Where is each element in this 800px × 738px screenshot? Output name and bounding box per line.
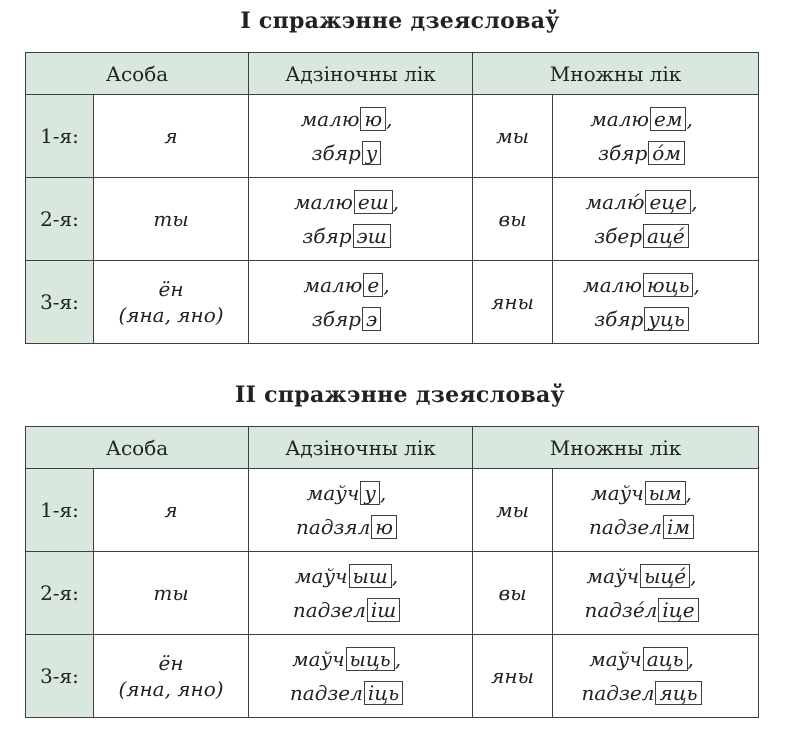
verb-ending: яць: [655, 681, 701, 705]
punctuation: ,: [690, 564, 697, 588]
header-row: [26, 53, 759, 95]
singular-forms: [249, 469, 473, 552]
verb-ending: ім: [663, 515, 694, 539]
verb-form: [249, 559, 444, 593]
table-row: [26, 261, 759, 344]
table-row: [26, 635, 759, 718]
verb-ending: е: [363, 273, 383, 297]
punctuation: ,: [383, 273, 390, 297]
singular-forms: [249, 95, 473, 178]
verb-stem: збер: [594, 224, 643, 248]
verb-ending: юць: [643, 273, 693, 297]
verb-ending: ем: [650, 107, 686, 131]
conjugation-table-2: [25, 426, 759, 718]
verb-stem: падзел: [289, 681, 363, 705]
pronoun-line: вы: [498, 581, 527, 605]
verb-form: [249, 102, 444, 136]
punctuation: ,: [687, 647, 694, 671]
singular-pronoun: [94, 635, 249, 718]
verb-form: [249, 219, 444, 253]
pronoun-line: мы: [496, 124, 529, 148]
pronoun-line: вы: [498, 207, 527, 231]
singular-pronoun: [94, 469, 249, 552]
punctuation: ,: [691, 190, 698, 214]
table-row: [26, 178, 759, 261]
person-number: 1-я:: [26, 95, 94, 178]
pronoun-line: ты: [153, 207, 189, 231]
verb-ending: еш: [354, 190, 393, 214]
conjugation-table-1: [25, 52, 759, 344]
verb-stem: малю: [590, 107, 650, 131]
pronoun-line: (яна, яно): [118, 303, 224, 327]
table-row: [26, 552, 759, 635]
verb-stem: збяр: [311, 307, 361, 331]
verb-stem: падзел: [581, 681, 655, 705]
pronoun-line: (яна, яно): [118, 677, 224, 701]
punctuation: ,: [379, 481, 387, 505]
verb-ending: ыць: [346, 647, 395, 671]
punctuation: ,: [686, 107, 693, 131]
verb-stem: падзе́л: [584, 598, 658, 622]
verb-ending: у: [360, 481, 380, 505]
header-person: Асоба: [26, 53, 249, 95]
verb-ending: ю: [360, 107, 386, 131]
person-number: 2-я:: [26, 178, 94, 261]
plural-pronoun: [473, 469, 553, 552]
verb-ending: аце́: [643, 224, 689, 248]
header-row: [26, 427, 759, 469]
verb-form: [553, 219, 730, 253]
verb-ending: ыце́: [640, 564, 690, 588]
verb-stem: малю: [300, 107, 360, 131]
plural-pronoun: [473, 552, 553, 635]
pronoun-line: яны: [491, 290, 534, 314]
verb-form: [249, 268, 444, 302]
verb-stem: збяр: [598, 141, 648, 165]
plural-pronoun: [473, 95, 553, 178]
pronoun-line: ён: [158, 651, 184, 675]
verb-form: [553, 102, 730, 136]
verb-stem: маўч: [291, 647, 345, 671]
verb-form: [553, 268, 730, 302]
section-title-1: I спражэнне дзеясловаў: [240, 8, 560, 34]
verb-form: [249, 676, 444, 710]
section-title-2: II спражэнне дзеясловаў: [235, 382, 565, 408]
verb-stem: маўч: [586, 564, 640, 588]
table-row: [26, 469, 759, 552]
pronoun-line: я: [164, 498, 178, 522]
verb-form: [249, 476, 444, 510]
verb-form: [249, 642, 444, 676]
verb-stem: збяр: [594, 307, 644, 331]
person-number: 2-я:: [26, 552, 94, 635]
pronoun-line: я: [164, 124, 178, 148]
plural-forms: [553, 635, 759, 718]
verb-ending: іш: [367, 598, 400, 622]
header-plural: Множны лік: [473, 53, 759, 95]
singular-pronoun: [94, 95, 249, 178]
plural-forms: [553, 178, 759, 261]
verb-stem: маўч: [294, 564, 348, 588]
punctuation: ,: [394, 647, 402, 671]
verb-form: [553, 676, 730, 710]
verb-form: [553, 642, 730, 676]
table-row: [26, 95, 759, 178]
verb-ending: ыш: [349, 564, 392, 588]
punctuation: ,: [391, 564, 399, 588]
plural-forms: [553, 261, 759, 344]
singular-pronoun: [94, 178, 249, 261]
pronoun-line: ён: [158, 277, 184, 301]
pronoun-line: яны: [491, 664, 534, 688]
verb-stem: збяр: [302, 224, 352, 248]
verb-form: [553, 510, 730, 544]
verb-ending: о́м: [648, 141, 685, 165]
punctuation: ,: [685, 481, 692, 505]
plural-pronoun: [473, 178, 553, 261]
verb-stem: малю: [294, 190, 353, 214]
singular-forms: [249, 261, 473, 344]
singular-forms: [249, 552, 473, 635]
singular-forms: [249, 635, 473, 718]
plural-pronoun: [473, 261, 553, 344]
punctuation: ,: [392, 190, 400, 214]
verb-ending: аць: [643, 647, 688, 671]
verb-form: [249, 593, 444, 627]
header-plural: Множны лік: [473, 427, 759, 469]
verb-stem: маўч: [306, 481, 360, 505]
singular-pronoun: [94, 552, 249, 635]
verb-ending: у: [362, 141, 382, 165]
verb-ending: ю: [371, 515, 397, 539]
person-number: 3-я:: [26, 261, 94, 344]
verb-stem: малю: [303, 273, 363, 297]
header-singular: Адзіночны лік: [249, 53, 473, 95]
verb-stem: збяр: [311, 141, 361, 165]
verb-ending: эш: [353, 224, 391, 248]
verb-stem: маўч: [589, 647, 642, 671]
plural-pronoun: [473, 635, 553, 718]
verb-ending: еце: [645, 190, 691, 214]
verb-form: [553, 136, 730, 170]
verb-stem: малю: [583, 273, 643, 297]
verb-form: [249, 185, 444, 219]
verb-stem: падзял: [296, 515, 371, 539]
verb-ending: іць: [364, 681, 403, 705]
verb-ending: уць: [644, 307, 688, 331]
verb-stem: малю́: [585, 190, 645, 214]
verb-form: [553, 476, 730, 510]
singular-pronoun: [94, 261, 249, 344]
plural-forms: [553, 552, 759, 635]
person-number: 1-я:: [26, 469, 94, 552]
verb-ending: іце: [658, 598, 698, 622]
verb-form: [553, 185, 730, 219]
plural-forms: [553, 469, 759, 552]
punctuation: ,: [386, 107, 393, 131]
header-person: Асоба: [26, 427, 249, 469]
verb-stem: падзел: [292, 598, 366, 622]
header-singular: Адзіночны лік: [249, 427, 473, 469]
pronoun-line: ты: [153, 581, 189, 605]
person-number: 3-я:: [26, 635, 94, 718]
punctuation: ,: [693, 273, 700, 297]
verb-stem: маўч: [591, 481, 644, 505]
verb-form: [249, 136, 444, 170]
plural-forms: [553, 95, 759, 178]
singular-forms: [249, 178, 473, 261]
verb-stem: падзел: [589, 515, 662, 539]
verb-form: [553, 593, 730, 627]
verb-ending: э: [362, 307, 381, 331]
verb-form: [553, 302, 730, 336]
verb-form: [249, 302, 444, 336]
verb-form: [249, 510, 444, 544]
verb-ending: ым: [645, 481, 686, 505]
pronoun-line: мы: [496, 498, 529, 522]
verb-form: [553, 559, 730, 593]
